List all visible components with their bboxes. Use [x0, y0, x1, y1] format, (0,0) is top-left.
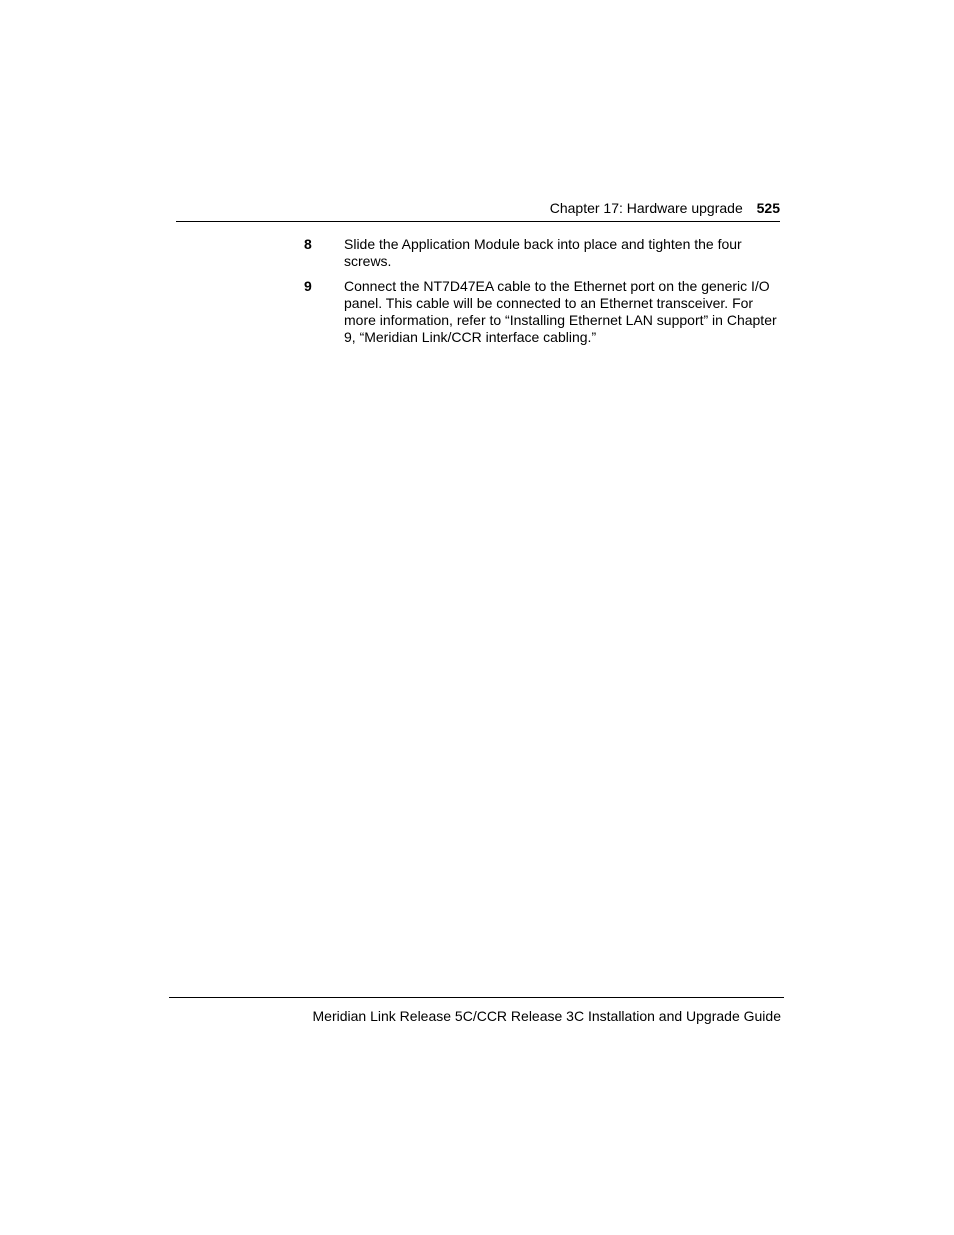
step-item [304, 278, 780, 346]
footer-book-title: Meridian Link Release 5C/CCR Release 3C Installation and Upgrade Guide [312, 1008, 781, 1024]
step-text: Connect the NT7D47EA cable to the Ethernet port on the generic I/O panel. This cable will be connected to an Ethernet transceiver. For more information, refer to “Installing Ethernet LAN support” in Chapter 9, “Meridian Link/CCR interface cabling.” [344, 278, 777, 345]
step-number: 8 [304, 236, 312, 252]
step-number: 9 [304, 278, 312, 294]
chapter-title: Chapter 17: Hardware upgrade [549, 200, 743, 216]
header-text [550, 200, 780, 216]
procedure-steps [304, 236, 780, 354]
page-number: 525 [756, 200, 780, 216]
page-header [176, 198, 780, 222]
step-item [304, 236, 780, 270]
page-footer [169, 997, 784, 1024]
step-text: Slide the Application Module back into place and tighten the four screws. [344, 236, 742, 269]
